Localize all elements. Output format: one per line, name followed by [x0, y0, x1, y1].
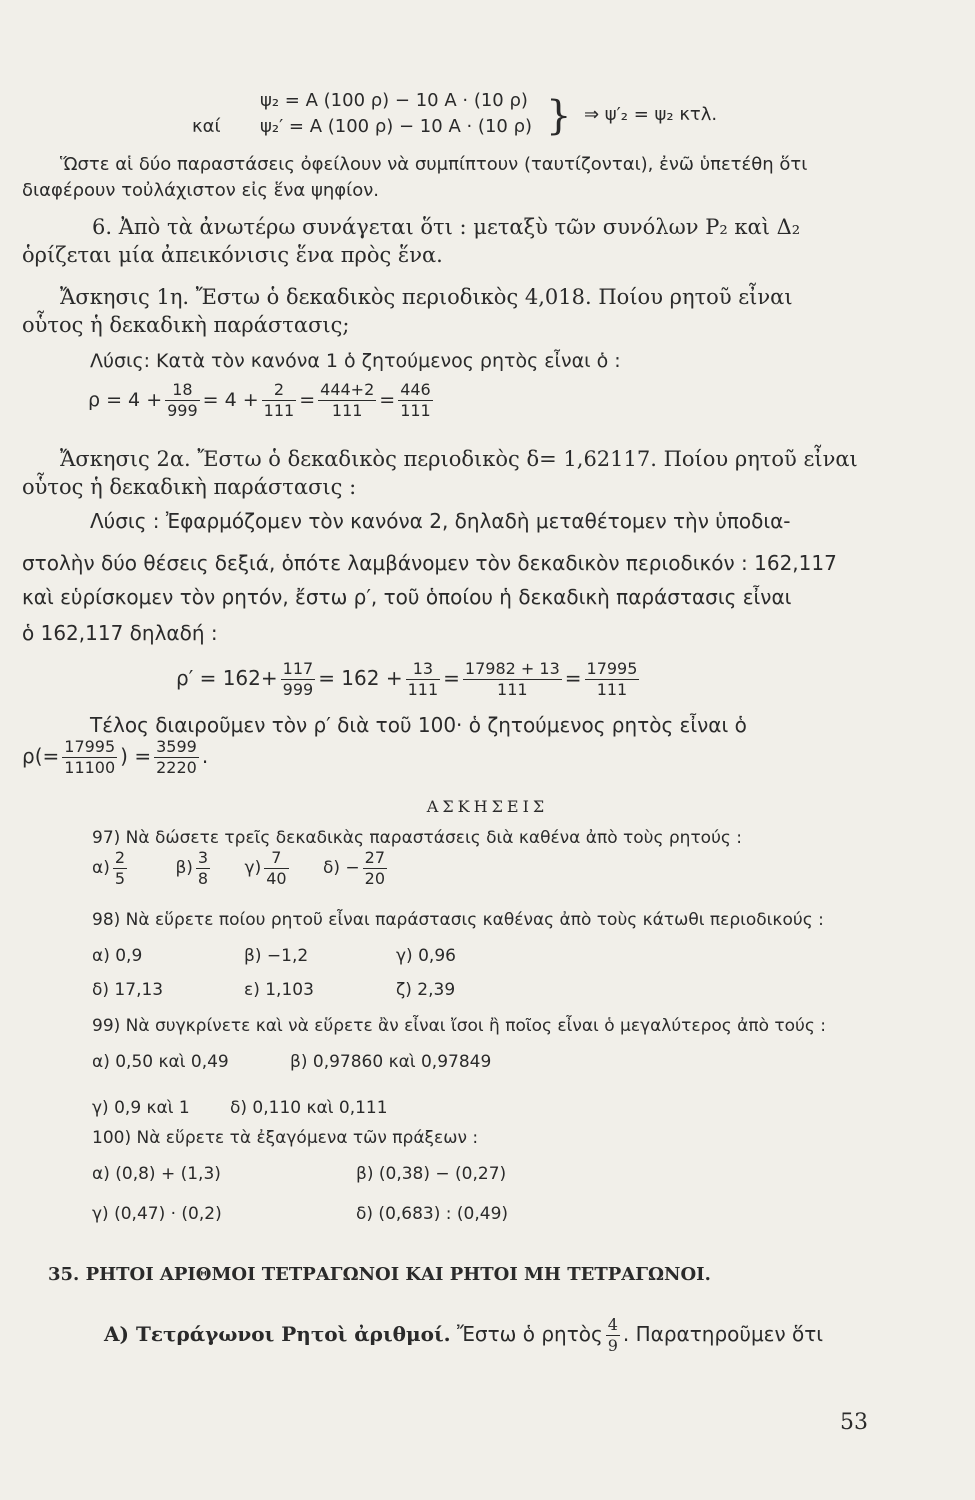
paragraph-line: ὁ 162,117 δηλαδή : — [22, 621, 218, 645]
exercise-1-solution: Λύσις: Κατὰ τὸν κανόνα 1 ὁ ζητούμενος ρητὸς εἶναι ὁ : — [90, 350, 621, 372]
exercise-2-question: οὗτος ἡ δεκαδικὴ παράστασις : — [22, 475, 357, 499]
exercise-98-item: α) 0,9 — [92, 946, 143, 966]
exercise-97-items: α) $\frac{2}{5}$ β) $\frac{3}{8}$ γ) $\frac{7}{40}$ δ) − $\frac{27}{20}$ — [92, 847, 386, 888]
fraction: $\frac{17995}{11100}$ — [64, 737, 116, 777]
exercise-98: 98) Νὰ εὕρετε ποίου ρητοῦ εἶναι παράστασις καθένας ἀπὸ τοὺς κάτωθι περιοδικούς : — [92, 910, 824, 930]
paragraph-line: καὶ εὑρίσκομεν τὸν ρητόν, ἔστω ρ′, τοῦ ὁποίου ἡ δεκαδικὴ παράστασις εἶναι — [22, 585, 792, 609]
fraction: $\frac{117}{999}$ — [282, 659, 314, 699]
formula-rho-prime: ρ′ = 162+ $\frac{117}{999}$ = 162 + $\frac{13}{111}$ = $\frac{17982 + 13}{111}$ = $\frac{17995}{111}$ — [176, 659, 638, 699]
fraction: $\frac{2}{111}$ — [263, 380, 295, 420]
exercise-2-solution: Λύσις : Ἐφαρμόζομεν τὸν κανόνα 2, δηλαδὴ μεταθέτομεν τὴν ὑποδια- — [90, 509, 791, 533]
brace: } — [546, 93, 572, 139]
equation-kai: καί — [192, 116, 221, 137]
fraction: $\frac{7}{40}$ — [266, 847, 287, 888]
exercise-98-item: ζ) 2,39 — [396, 980, 456, 1000]
fraction: $\frac{446}{111}$ — [400, 380, 431, 420]
fraction: $\frac{2}{5}$ — [114, 847, 126, 888]
exercise-99-item: α) 0,50 καὶ 0,49 — [92, 1052, 229, 1072]
exercise-1-question: οὗτος ἡ δεκαδικὴ παράστασις; — [22, 313, 350, 337]
fraction: $\frac{17995}{111}$ — [586, 659, 638, 699]
exercise-100-item: δ) (0,683) : (0,49) — [356, 1204, 509, 1224]
exercise-100-item: β) (0,38) − (0,27) — [356, 1164, 507, 1184]
paragraph-line: Τέλος διαιροῦμεν τὸν ρ′ διὰ τοῦ 100· ὁ ζητούμενος ρητὸς εἶναι ὁ — [90, 713, 747, 737]
exercise-98-item: δ) 17,13 — [92, 980, 164, 1000]
paragraph-line: 6. Ἀπὸ τὰ ἀνωτέρω συνάγεται ὅτι : μεταξὺ τῶν συνόλων P₂ καὶ Δ₂ — [92, 215, 801, 239]
exercise-98-item: ε) 1,103 — [244, 980, 314, 1000]
exercise-98-item: β) −1,2 — [244, 946, 309, 966]
section-title: 35. ΡΗΤΟΙ ΑΡΙΘΜΟΙ ΤΕΤΡΑΓΩΝΟΙ ΚΑΙ ΡΗΤΟΙ ΜΗ ΤΕΤΡΑΓΩΝΟΙ. — [48, 1264, 711, 1285]
formula-rho: ρ = 4 + $\frac{18}{999}$ = 4 + $\frac{2}{111}$ = $\frac{444+2}{111}$ = $\frac{446}{111}$ — [88, 380, 431, 420]
equation-psi2-prime: ψ₂′ = A (100 ρ) − 10 A · (10 ρ) — [260, 116, 533, 137]
fraction: $\frac{13}{111}$ — [407, 659, 439, 699]
fraction: $\frac{444+2}{111}$ — [320, 380, 375, 420]
exercise-100-item: γ) (0,47) · (0,2) — [92, 1204, 222, 1224]
exercise-1-heading: Ἄσκησις 1η. Ἔστω ὁ δεκαδικὸς περιοδικὸς 4,018. Ποίου ρητοῦ εἶναι — [60, 285, 793, 309]
equation-psi2: ψ₂ = A (100 ρ) − 10 A · (10 ρ) — [260, 90, 528, 111]
paragraph-line: διαφέρουν τοὐλάχιστον εἰς ἕνα ψηφίον. — [22, 180, 380, 201]
exercise-100-item: α) (0,8) + (1,3) — [92, 1164, 221, 1184]
paragraph-line: ὁρίζεται μία ἀπεικόνισις ἕνα πρὸς ἕνα. — [22, 243, 443, 267]
fraction: $\frac{17982 + 13}{111}$ — [464, 659, 560, 699]
paragraph-line: Ὥστε αἱ δύο παραστάσεις ὀφείλουν νὰ συμπίπτουν (ταυτίζονται), ἐνῶ ὑπετέθη ὅτι — [60, 154, 808, 175]
fraction: $\frac{18}{999}$ — [167, 380, 198, 420]
fraction: $\frac{3599}{2220}$ — [156, 737, 197, 777]
exercise-98-item: γ) 0,96 — [396, 946, 456, 966]
exercise-99: 99) Νὰ συγκρίνετε καὶ νὰ εὕρετε ἂν εἶναι ἴσοι ἢ ποῖος εἶναι ὁ μεγαλύτερος ἀπὸ τούς : — [92, 1016, 826, 1036]
formula-rho-final: ρ(= $\frac{17995}{11100}$ ) = $\frac{3599}{2220}$ . — [22, 737, 209, 777]
fraction: $\frac{27}{20}$ — [364, 847, 386, 888]
exercise-100: 100) Νὰ εὕρετε τὰ ἐξαγόμενα τῶν πράξεων : — [92, 1128, 479, 1148]
fraction: $\frac{3}{8}$ — [197, 847, 209, 888]
exercise-99-item: β) 0,97860 καὶ 0,97849 — [290, 1052, 492, 1072]
equation-implies: ⇒ ψ′₂ = ψ₂ κτλ. — [584, 104, 718, 125]
section-subheading: Α) Τετράγωνοι Ρητοὶ ἀριθμοί. Ἔστω ὁ ρητὸς $\frac{4}{9}$ . Παρατηροῦμεν ὅτι — [104, 1315, 824, 1355]
exercises-title: ΑΣΚΗΣΕΙΣ — [426, 797, 549, 816]
exercise-99-item: δ) 0,110 καὶ 0,111 — [230, 1098, 388, 1118]
fraction: $\frac{4}{9}$ — [607, 1315, 618, 1355]
exercise-97: 97) Νὰ δώσετε τρεῖς δεκαδικὰς παραστάσεις διὰ καθένα ἀπὸ τοὺς ρητούς : — [92, 828, 743, 848]
paragraph-line: στολὴν δύο θέσεις δεξιά, ὁπότε λαμβάνομεν τὸν δεκαδικὸν περιοδικόν : 162,117 — [22, 551, 837, 575]
exercise-2-heading: Ἄσκησις 2α. Ἔστω ὁ δεκαδικὸς περιοδικὸς δ= 1,62117. Ποίου ρητοῦ εἶναι — [60, 447, 858, 471]
page-number: 53 — [840, 1410, 868, 1435]
exercise-99-item: γ) 0,9 καὶ 1 — [92, 1098, 190, 1118]
